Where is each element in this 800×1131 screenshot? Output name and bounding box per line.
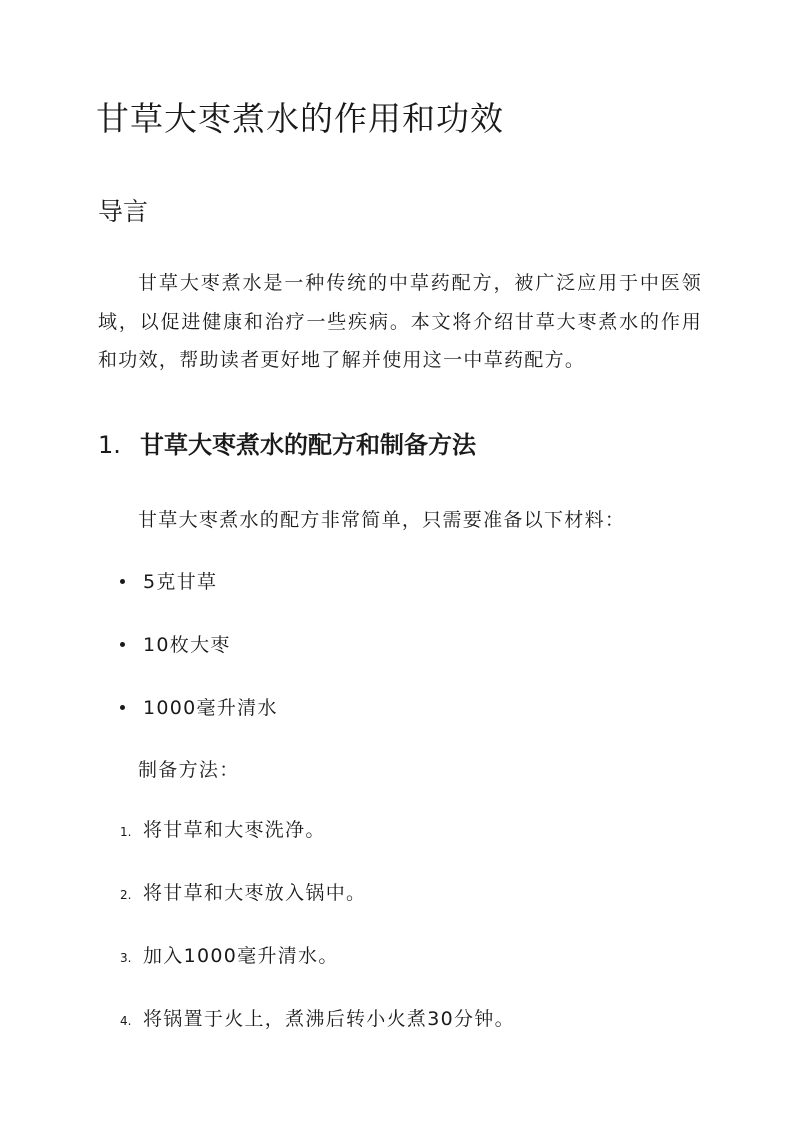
ingredient-text: 1000毫升清水 — [143, 697, 278, 719]
step-text: 将甘草和大枣放入锅中。 — [143, 882, 367, 904]
recipe-intro: 甘草大枣煮水的配方非常简单，只需要准备以下材料： — [138, 509, 626, 531]
document-title: 甘草大枣煮水的作用和功效 — [96, 99, 504, 138]
intro-paragraph: 甘草大枣煮水是一种传统的中草药配方，被广泛应用于中医领域，以促进健康和治疗一些疾病。本文将介绍甘草大枣煮水的作用和功效，帮助读者更好地了解并使用这一中草药配方。 — [98, 272, 702, 371]
intro-heading: 导言 — [98, 197, 149, 226]
method-label: 制备方法： — [138, 759, 240, 781]
step-text: 将锅置于火上，煮沸后转小火煮30分钟。 — [143, 1008, 515, 1030]
bullet-icon — [120, 705, 125, 710]
bullet-icon — [120, 579, 125, 584]
step-text: 将甘草和大枣洗净。 — [143, 819, 326, 841]
section-1-title: 甘草大枣煮水的配方和制备方法 — [140, 431, 476, 459]
section-1-number: 1. — [98, 431, 121, 459]
ingredient-text: 5克甘草 — [143, 571, 218, 593]
step-number: 3. — [120, 951, 132, 965]
bullet-icon — [120, 642, 125, 647]
step-number: 4. — [120, 1014, 132, 1028]
step-number: 2. — [120, 888, 132, 902]
section-1-heading — [98, 428, 476, 462]
ingredient-text: 10枚大枣 — [143, 634, 231, 656]
step-number: 1. — [120, 825, 132, 839]
step-text: 加入1000毫升清水。 — [143, 945, 339, 967]
